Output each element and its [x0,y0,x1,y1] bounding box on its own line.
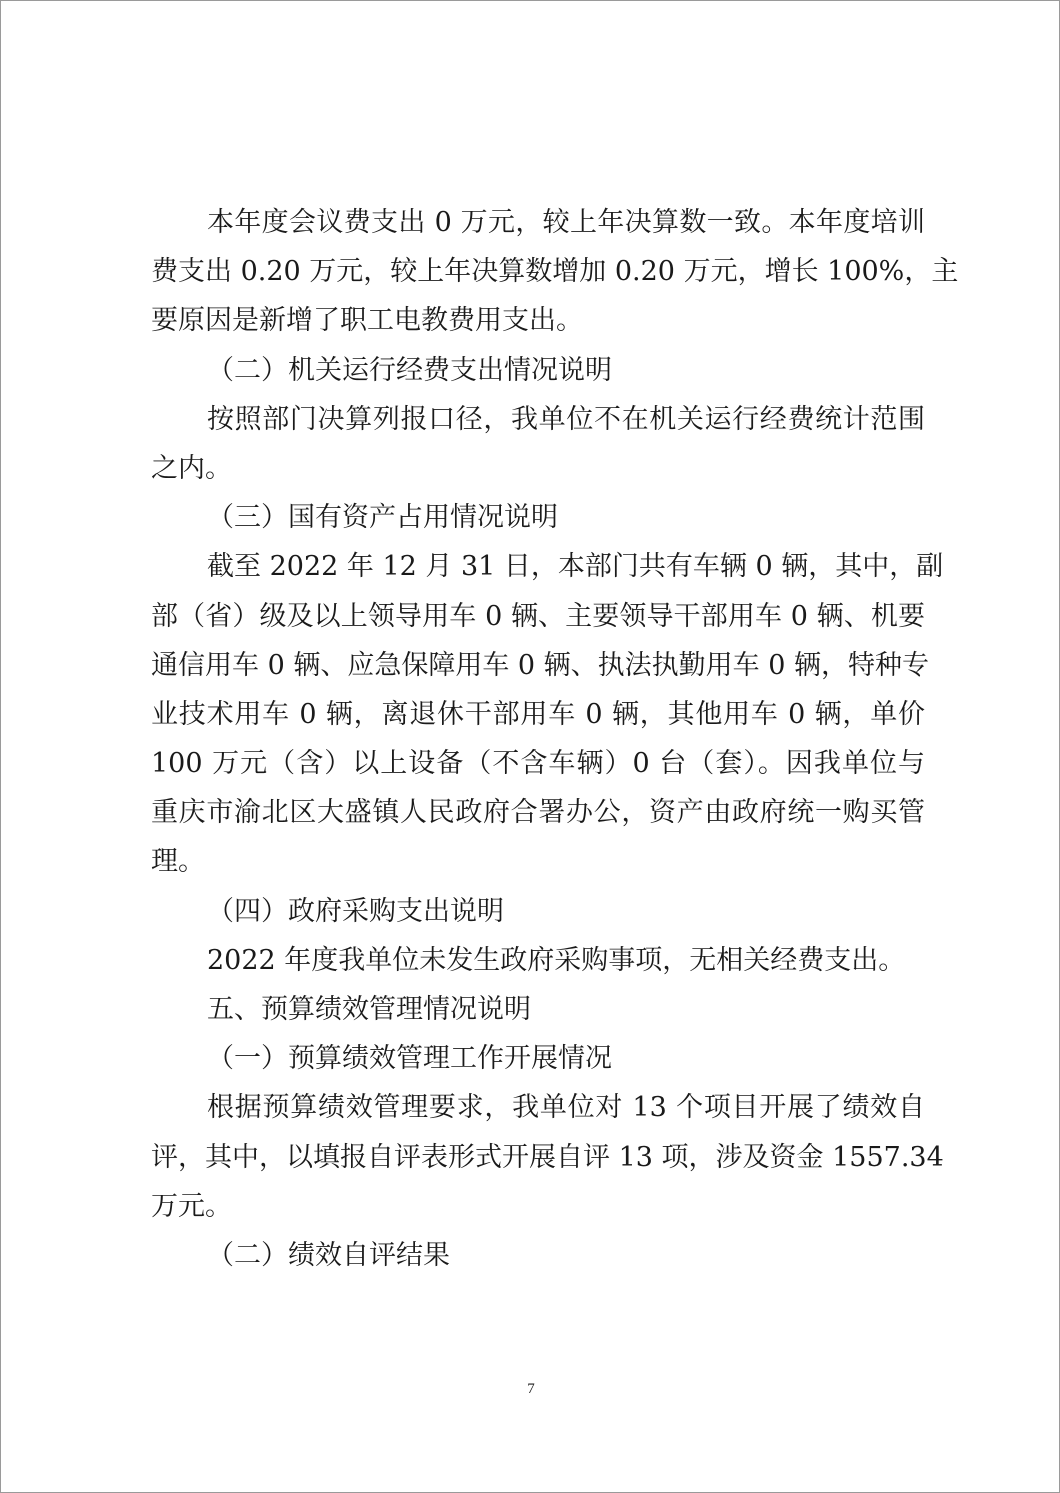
paragraph-line: 业技术用车 0 辆，离退休干部用车 0 辆，其他用车 0 辆，单价 [151,698,925,730]
paragraph-line: 100 万元（含）以上设备（不含车辆）0 台（套）。因我单位与 [151,748,925,780]
paragraph-line: 要原因是新增了职工电教费用支出。 [151,305,583,337]
paragraph-line: 费支出 0.20 万元，较上年决算数增加 0.20 万元，增长 100%，主 [151,256,959,288]
chapter-heading: 五、预算绩效管理情况说明 [207,994,531,1025]
document-body [151,198,959,1280]
paragraph-line: 通信用车 0 辆、应急保障用车 0 辆、执法执勤用车 0 辆，特种专 [151,649,930,681]
paragraph-line: 重庆市渝北区大盛镇人民政府合署办公，资产由政府统一购买管 [151,797,925,829]
section-heading: （三）国有资产占用情况说明 [207,502,558,534]
paragraph-line: 评，其中，以填报自评表形式开展自评 13 项，涉及资金 1557.34 [151,1141,944,1173]
paragraph-line: 根据预算绩效管理要求，我单位对 13 个项目开展了绩效自 [207,1092,925,1124]
paragraph-line: 万元。 [151,1190,232,1222]
paragraph-line: 截至 2022 年 12 月 31 日，本部门共有车辆 0 辆，其中，副 [207,551,944,583]
section-heading: （四）政府采购支出说明 [207,895,504,927]
page-number: 7 [527,1381,535,1397]
paragraph-line: 理。 [151,846,205,878]
section-heading: （一）预算绩效管理工作开展情况 [207,1043,612,1075]
paragraph-line: 本年度会议费支出 0 万元，较上年决算数一致。本年度培训 [207,207,925,238]
section-heading: （二）机关运行经费支出情况说明 [207,354,612,386]
paragraph-line: 之内。 [151,452,232,484]
paragraph-line: 按照部门决算列报口径，我单位不在机关运行经费统计范围 [207,403,925,435]
paragraph-line: 部（省）级及以上领导用车 0 辆、主要领导干部用车 0 辆、机要 [151,600,925,632]
section-heading: （二）绩效自评结果 [207,1239,450,1271]
paragraph-line: 2022 年度我单位未发生政府采购事项，无相关经费支出。 [207,944,906,976]
